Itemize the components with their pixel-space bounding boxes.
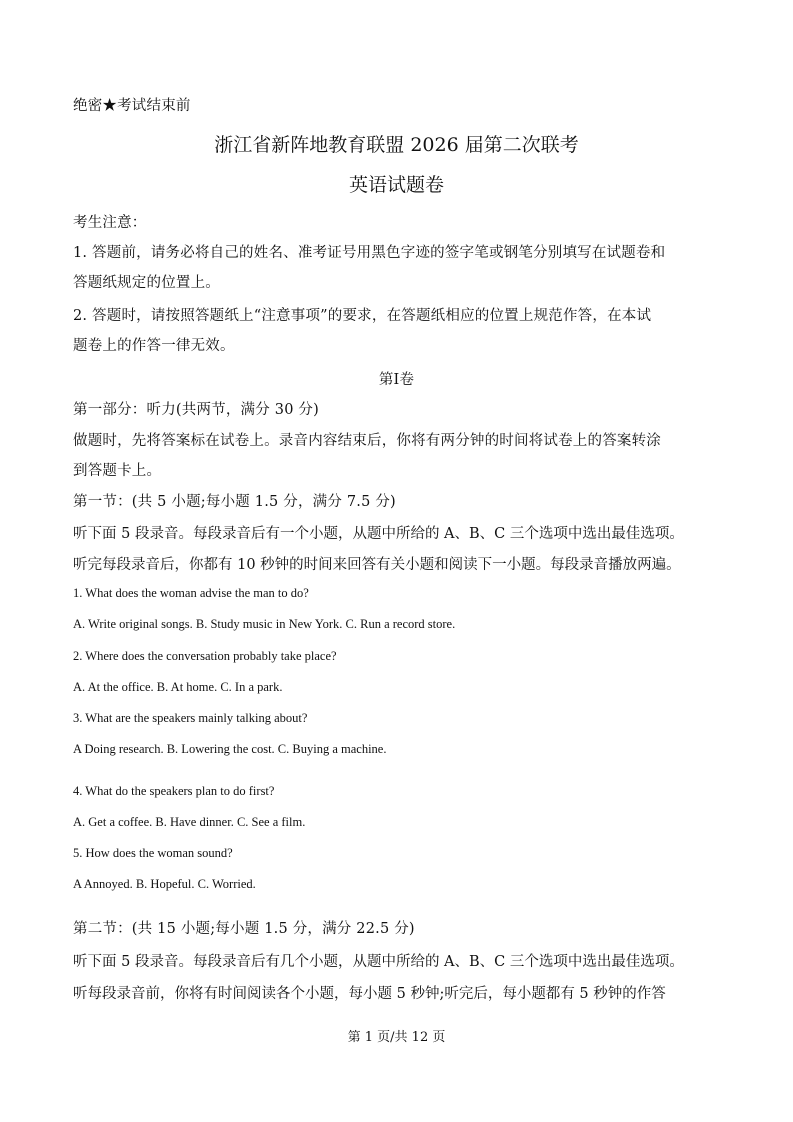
section2-heading: 第二节：(共 15 小题;每小题 1.5 分，满分 22.5 分) xyxy=(73,921,415,937)
notice-item-1-line-2: 答题纸规定的位置上。 xyxy=(73,275,220,291)
page-number: 第 1 页/共 12 页 xyxy=(347,1030,446,1045)
part1-instruction-line-1: 做题时，先将答案标在试卷上。录音内容结束后，你将有两分钟的时间将试卷上的答案转涂 xyxy=(73,433,661,449)
question-2-options: A. At the office. B. At home. C. In a park. xyxy=(73,680,283,694)
notice-item-1-line-1: 1. 答题前，请务必将自己的姓名、准考证号用黑色字迹的签字笔或钢笔分别填写在试题卷和 xyxy=(73,245,666,261)
confidential-label: 绝密★考试结束前 xyxy=(73,98,191,114)
question-4-options: A. Get a coffee. B. Have dinner. C. See a film. xyxy=(73,815,306,829)
notice-item-2-line-1: 2. 答题时，请按照答题纸上“注意事项”的要求，在答题纸相应的位置上规范作答，在本试 xyxy=(73,308,652,324)
question-3: 3. What are the speakers mainly talking about? xyxy=(73,711,308,725)
section1-heading: 第一节：(共 5 小题;每小题 1.5 分，满分 7.5 分) xyxy=(73,494,396,510)
section1-instruction-line-1: 听下面 5 段录音。每段录音后有一个小题，从题中所给的 A、B、C 三个选项中选出最佳选项。 xyxy=(73,526,684,542)
question-1-options: A. Write original songs. B. Study music in New York. C. Run a record store. xyxy=(73,617,456,631)
notice-heading: 考生注意： xyxy=(73,215,147,231)
notice-item-2-line-2: 题卷上的作答一律无效。 xyxy=(73,338,235,354)
question-4: 4. What do the speakers plan to do first? xyxy=(73,784,275,798)
exam-title: 浙江省新阵地教育联盟 2026 届第二次联考 xyxy=(214,134,579,156)
section2-instruction-line-1: 听下面 5 段录音。每段录音后有几个小题，从题中所给的 A、B、C 三个选项中选出最佳选项。 xyxy=(73,954,684,970)
question-5-options: A Annoyed. B. Hopeful. C. Worried. xyxy=(73,877,256,891)
question-5: 5. How does the woman sound? xyxy=(73,846,233,860)
exam-subtitle: 英语试题卷 xyxy=(348,174,444,196)
question-2: 2. Where does the conversation probably take place? xyxy=(73,649,337,663)
section2-instruction-line-2: 听每段录音前，你将有时间阅读各个小题，每小题 5 秒钟;听完后，每小题都有 5 秒钟的作答 xyxy=(73,986,666,1002)
question-3-options: A Doing research. B. Lowering the cost. C. Buying a machine. xyxy=(73,742,387,756)
question-1: 1. What does the woman advise the man to do? xyxy=(73,586,309,600)
volume-label: 第Ⅰ卷 xyxy=(378,372,415,388)
section1-instruction-line-2: 听完每段录音后，你都有 10 秒钟的时间来回答有关小题和阅读下一小题。每段录音播放两遍。 xyxy=(73,557,681,573)
part1-heading: 第一部分：听力(共两节，满分 30 分) xyxy=(73,402,319,418)
part1-instruction-line-2: 到答题卡上。 xyxy=(73,463,162,479)
